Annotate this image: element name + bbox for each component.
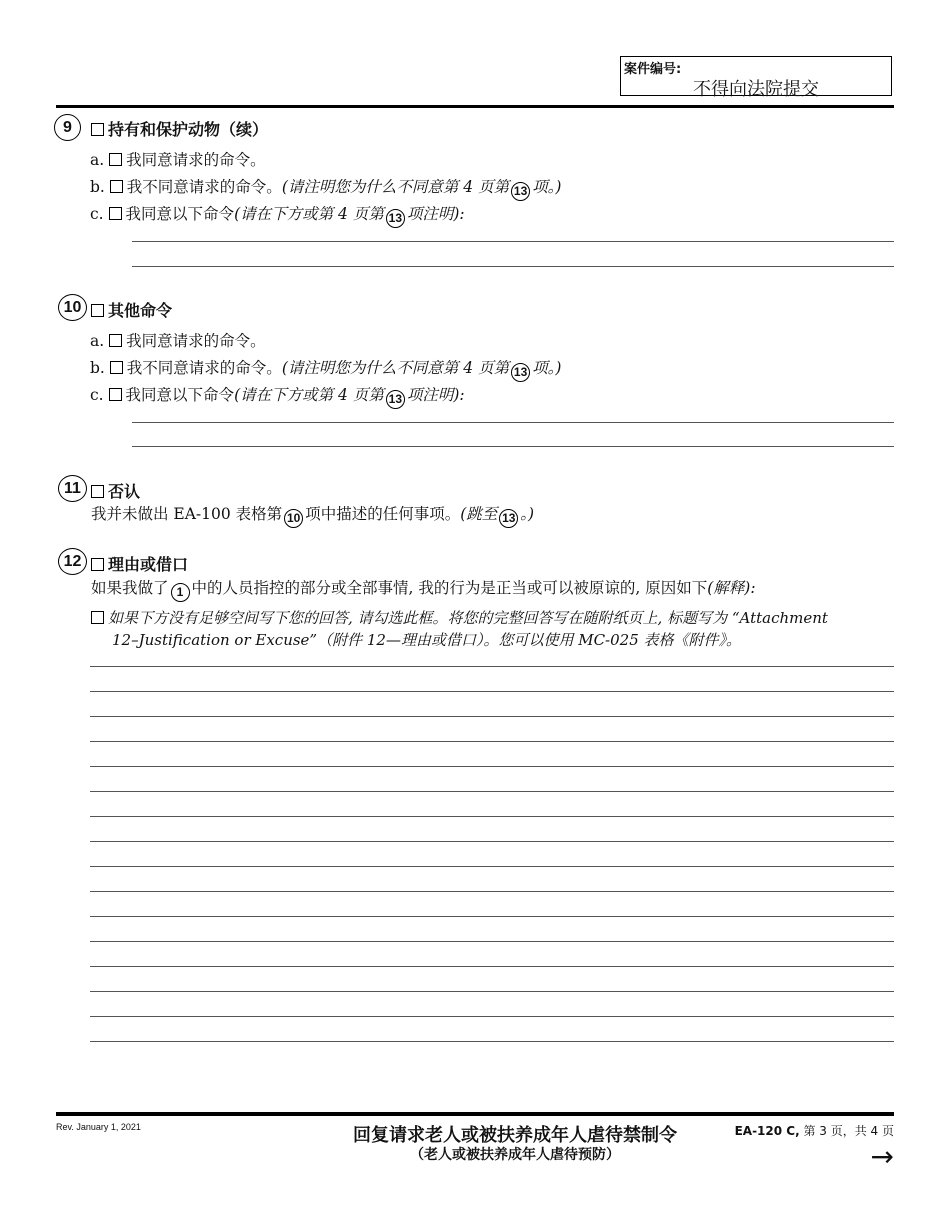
item-text: 我不同意请求的命令。: [126, 178, 282, 196]
footer-form-number: EA-120 C,: [734, 1124, 800, 1138]
section-12-attachment-option-cont: [112, 629, 741, 650]
section-12-answer-line[interactable]: [90, 666, 894, 667]
text: 项中描述的任何事项。: [305, 505, 461, 523]
section-12-heading: [91, 552, 188, 575]
case-number-box: [620, 56, 892, 100]
section-12-answer-line[interactable]: [90, 891, 894, 892]
section-10-answer-line[interactable]: [132, 446, 894, 447]
item-note-end: 项注明):: [406, 386, 465, 404]
item-note: (请在下方或第 4 页第: [234, 386, 384, 404]
item-letter: c.: [90, 205, 104, 223]
section-9-number: 9: [54, 114, 81, 141]
section-9a-checkbox[interactable]: [109, 153, 122, 166]
section-12-answer-line[interactable]: [90, 841, 894, 842]
section-12-answer-line[interactable]: [90, 991, 894, 992]
text: 我并未做出 EA-100 表格第: [91, 505, 283, 523]
section-10-item-b: [90, 356, 561, 382]
item-letter: b.: [90, 178, 105, 196]
section-11-heading: [91, 479, 140, 502]
section-9b-checkbox[interactable]: [110, 180, 123, 193]
item-text: 我同意请求的命令。: [126, 151, 266, 169]
section-12-answer-line[interactable]: [90, 1041, 894, 1042]
item-note-end: 项。): [532, 178, 562, 196]
item-ref-circle: 13: [386, 209, 405, 228]
footer-form-info: [735, 1122, 894, 1139]
item-letter: b.: [90, 359, 105, 377]
item-text: 我同意以下命令: [125, 205, 235, 223]
section-11-title: 否认: [108, 482, 141, 501]
section-12-answer-line[interactable]: [90, 816, 894, 817]
item-note-end: 项注明):: [406, 205, 465, 223]
next-page-arrow-icon[interactable]: →: [870, 1140, 894, 1173]
item-note-end: 项。): [532, 359, 562, 377]
section-9c-checkbox[interactable]: [109, 207, 122, 220]
section-9-title: 持有和保护动物（续）: [108, 120, 269, 139]
section-10c-checkbox[interactable]: [109, 388, 122, 401]
item-note: (请注明您为什么不同意第 4 页第: [281, 359, 510, 377]
text: 如果我做了: [91, 579, 169, 597]
footer-rule: [56, 1112, 894, 1116]
header-rule: [56, 105, 894, 108]
section-12-answer-line[interactable]: [90, 1016, 894, 1017]
section-10-title: 其他命令: [108, 301, 173, 320]
footer-subtitle: （老人或被扶养成年人虐待预防）: [410, 1147, 620, 1163]
section-9-heading: [91, 117, 268, 140]
note: (跳至: [460, 505, 498, 523]
section-10-answer-line[interactable]: [132, 422, 894, 423]
section-12-checkbox[interactable]: [91, 558, 104, 571]
ref-circle: 13: [499, 509, 518, 528]
ref-circle: 10: [284, 509, 303, 528]
section-12-answer-line[interactable]: [90, 691, 894, 692]
section-9-checkbox[interactable]: [91, 123, 104, 136]
item-letter: c.: [90, 386, 104, 404]
item-note: (请注明您为什么不同意第 4 页第: [281, 178, 510, 196]
text: 中的人员指控的部分或全部事情, 我的行为是正当或可以被原谅的, 原因如下: [191, 579, 708, 597]
item-ref-circle: 13: [386, 390, 405, 409]
section-11-text: [91, 502, 534, 528]
section-9-answer-line[interactable]: [132, 266, 894, 267]
item-letter: a.: [90, 332, 105, 350]
item-text: 我同意以下命令: [125, 386, 235, 404]
section-12-attachment-option: [91, 607, 828, 628]
item-ref-circle: 13: [511, 363, 530, 382]
footer-revision: Rev. January 1, 2021: [56, 1122, 141, 1132]
section-11-checkbox[interactable]: [91, 485, 104, 498]
section-10b-checkbox[interactable]: [110, 361, 123, 374]
item-text: 我不同意请求的命令。: [126, 359, 282, 377]
footer-title: 回复请求老人或被扶养成年人虐待禁制令: [353, 1125, 677, 1146]
section-9-answer-line[interactable]: [132, 241, 894, 242]
section-12-number: 12: [58, 548, 87, 575]
footer-page-info: 第 3 页，共 4 页: [803, 1124, 894, 1138]
section-10-checkbox[interactable]: [91, 304, 104, 317]
attachment-checkbox[interactable]: [91, 611, 104, 624]
section-12-answer-line[interactable]: [90, 716, 894, 717]
item-text: 我同意请求的命令。: [126, 332, 266, 350]
section-10-heading: [91, 298, 172, 321]
case-number-label: 案件编号:: [624, 62, 682, 77]
section-12-answer-line[interactable]: [90, 791, 894, 792]
section-10-item-c: [90, 383, 465, 409]
section-12-title: 理由或借口: [108, 555, 189, 574]
section-9-item-b: [90, 175, 561, 201]
item-note: (请在下方或第 4 页第: [234, 205, 384, 223]
section-12-answer-line[interactable]: [90, 741, 894, 742]
item-letter: a.: [90, 151, 105, 169]
section-12-answer-line[interactable]: [90, 966, 894, 967]
attachment-text-line2: 12–Justification or Excuse”（附件 12—理由或借口）。您可以使用 MC-025 表格《附件》。: [112, 631, 742, 649]
section-11-number: 11: [58, 475, 87, 502]
section-12-answer-line[interactable]: [90, 866, 894, 867]
section-12-answer-line[interactable]: [90, 766, 894, 767]
section-10-item-a: [90, 329, 266, 351]
case-number-stamp: 不得向法院提交: [693, 79, 819, 100]
section-9-item-a: [90, 148, 266, 170]
section-12-text: [91, 576, 756, 602]
section-9-item-c: [90, 202, 465, 228]
section-10-number: 10: [58, 294, 87, 321]
section-10a-checkbox[interactable]: [109, 334, 122, 347]
item-ref-circle: 13: [511, 182, 530, 201]
section-12-answer-line[interactable]: [90, 916, 894, 917]
section-12-answer-line[interactable]: [90, 941, 894, 942]
note: (解释):: [707, 579, 756, 597]
ref-circle: 1: [171, 583, 190, 602]
attachment-text-line1: 如果下方没有足够空间写下您的回答, 请勾选此框。将您的完整回答写在随附纸页上, 标题写为 “Attachment: [108, 609, 828, 627]
note-end: 。): [520, 505, 535, 523]
